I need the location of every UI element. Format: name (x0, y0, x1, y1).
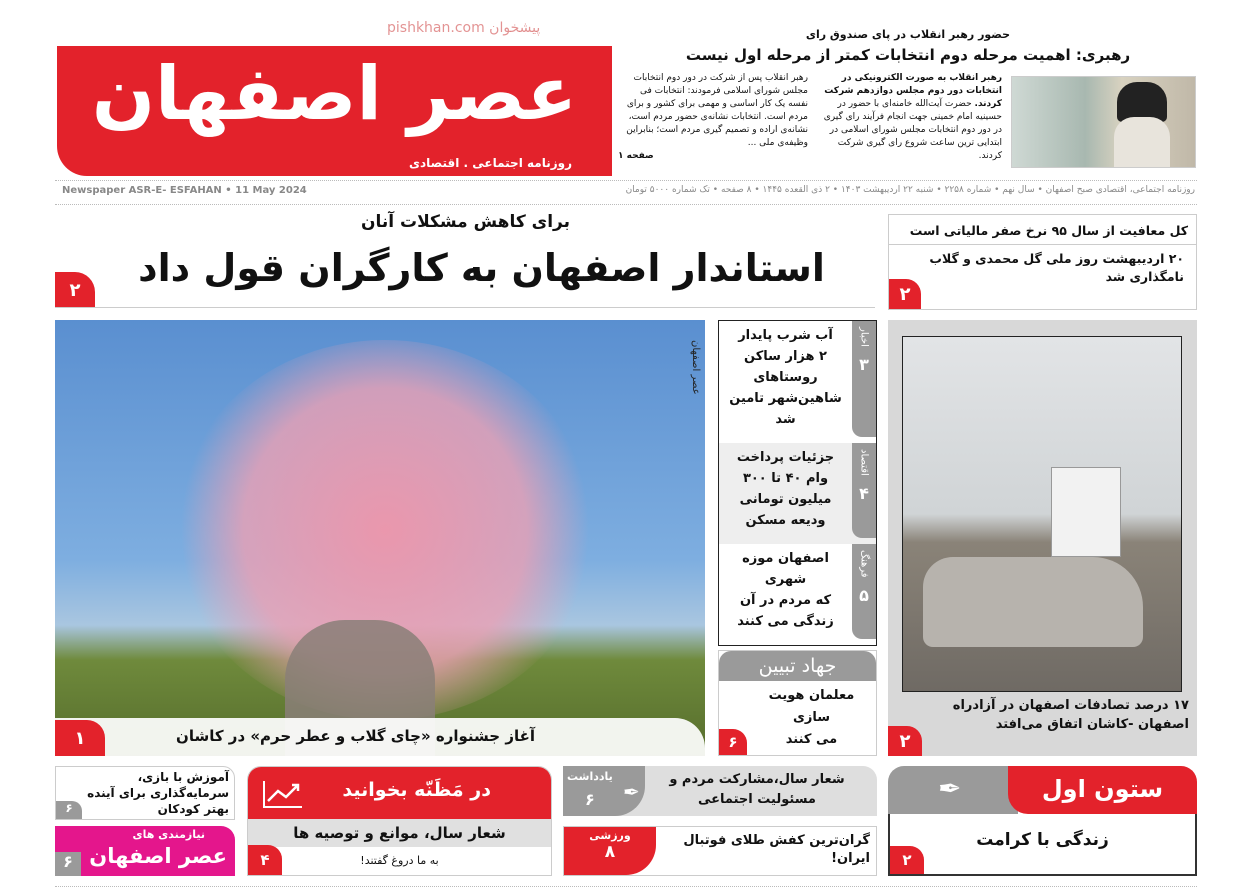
quill-icon: ✒ (623, 780, 640, 804)
top-story-col1: رهبر انقلاب به صورت الکترونیکی در انتخابات دور دوم مجلس دوازدهم شرکت کردند. حضرت آیت‌الله خامنه‌ای با حضور در حسینیه امام خمینی جهت انجام فرآیند رای گیری در دور دوم انتخابات مجلس شورای اسلامی در ابتدایی ترین ساعت شروع رای گیری شرکت کردند. (823, 73, 1002, 161)
side-box (888, 214, 1197, 310)
first-column-box[interactable]: ✒ ستون اول زندگی با کرامت ۲ (888, 766, 1197, 876)
photo-credit: عصر اصفهان (690, 340, 701, 395)
read-box[interactable]: در مَظَنّه بخوانید شعار سال، موانع و توصیه ها به ما دروغ گفتند! ۴ (247, 766, 552, 876)
page-number[interactable]: ۲ (888, 726, 922, 756)
brief-item[interactable]: اقتصاد ۴ جزئیات پرداخت وام ۴۰ تا ۳۰۰ میلیون تومانی ودیعه مسکن (719, 443, 876, 544)
info-bar-english: Newspaper ASR-E- ESFAHAN • 11 May 2024 (62, 185, 307, 196)
ads-box[interactable]: نیازمندی های عصر اصفهان ۶ (55, 826, 235, 876)
logo: عصر اصفهان (91, 51, 578, 137)
photo-caption: آغاز جشنواره «چای گلاب و عطر حرم» در کاشان (55, 718, 705, 756)
main-kicker: برای کاهش مشکلات آنان (360, 212, 570, 232)
brief-item[interactable]: اخبار ۳ آب شرب پایدار ۲ هزار ساکن روستاهای شاهین‌شهر تامین شد (719, 321, 876, 443)
page-number[interactable]: ۱ (55, 720, 105, 756)
middle-column (718, 320, 877, 756)
jahad-title: جهاد تبیین (719, 651, 876, 681)
brief-item[interactable]: فرهنگ ۵ اصفهان موزه شهری که مردم در آن زندگی می کنند (719, 544, 876, 645)
main-headline[interactable]: استاندار اصفهان به کارگران قول داد (138, 246, 825, 290)
accident-box (888, 320, 1197, 756)
divider (55, 180, 1197, 181)
note-box[interactable]: یادداشت ۶ ✒ شعار سال،مشارکت مردم و مسئولیت اجتماعی (563, 766, 877, 816)
leader-photo (1011, 76, 1196, 168)
main-photo (55, 320, 705, 756)
chart-trend-icon (262, 779, 304, 809)
masthead-subtitle: روزنامه اجتماعی . اقتصادی (409, 156, 572, 170)
side-box-title[interactable]: کل معافیت از سال ۹۵ نرخ صفر مالیاتی است (889, 215, 1196, 245)
top-story-kicker: حضور رهبر انقلاب در پای صندوق رای (805, 28, 1011, 41)
accident-photo (902, 336, 1182, 692)
side-box-body[interactable]: ۲۰ اردیبهشت روز ملی گل محمدی و گلاب نامگذاری شد (929, 251, 1184, 284)
briefs-column (718, 320, 877, 646)
page-number[interactable]: ۲ (55, 272, 95, 308)
pen-nib-icon: ✒ (938, 772, 962, 805)
page-number[interactable]: ۲ (889, 279, 921, 309)
kids-box[interactable]: آموزش با بازی، سرمایه‌گذاری برای آینده بهتر کودکان ۶ (55, 766, 235, 820)
divider (55, 886, 1197, 887)
info-bar-persian: روزنامه اجتماعی، اقتصادی صبح اصفهان • سال نهم • شماره ۲۲۵۸ • شنبه ۲۲ اردیبهشت ۱۴۰۳ • ۲ ذی القعده ۱۴۴۵ • ۸ صفحه • تک شماره ۵۰۰۰ تومان (625, 185, 1195, 195)
top-story-col2: رهبر انقلاب پس از شرکت در دور دوم انتخابات مجلس شورای اسلامی فرمودند: انتخابات فی نفسه یک کار اساسی و مهمی برای کشور و برای مردم است. انتخابات نشانه‌ی حضور مردم است، نشانه‌ی اراده و تصمیم گیری مردم است؛ بنابراین وظیفه‌ی ملی ... صفحه ۱ (618, 73, 808, 161)
headline-underline (55, 307, 875, 308)
top-story (618, 28, 1198, 178)
sport-box[interactable]: ورزشی ۸ گران‌ترین کفش طلای فوتبال ایران! (563, 826, 877, 876)
page-number[interactable]: ۶ (719, 729, 747, 755)
top-story-headline[interactable]: رهبری: اهمیت مرحله دوم انتخابات کمتر از مرحله اول نیست (685, 46, 1131, 64)
watermark: پیشخوان pishkhan.com (387, 20, 541, 36)
jahad-box[interactable]: جهاد تبیین معلمان هویت سازی می کنند ۶ (718, 650, 877, 756)
page-ref[interactable]: صفحه ۱ (618, 151, 654, 161)
divider (55, 204, 1197, 205)
masthead (57, 20, 612, 176)
accident-caption[interactable]: ۱۷ درصد تصادفات اصفهان در آزادراه اصفهان -کاشان اتفاق می‌افتد (952, 698, 1189, 732)
